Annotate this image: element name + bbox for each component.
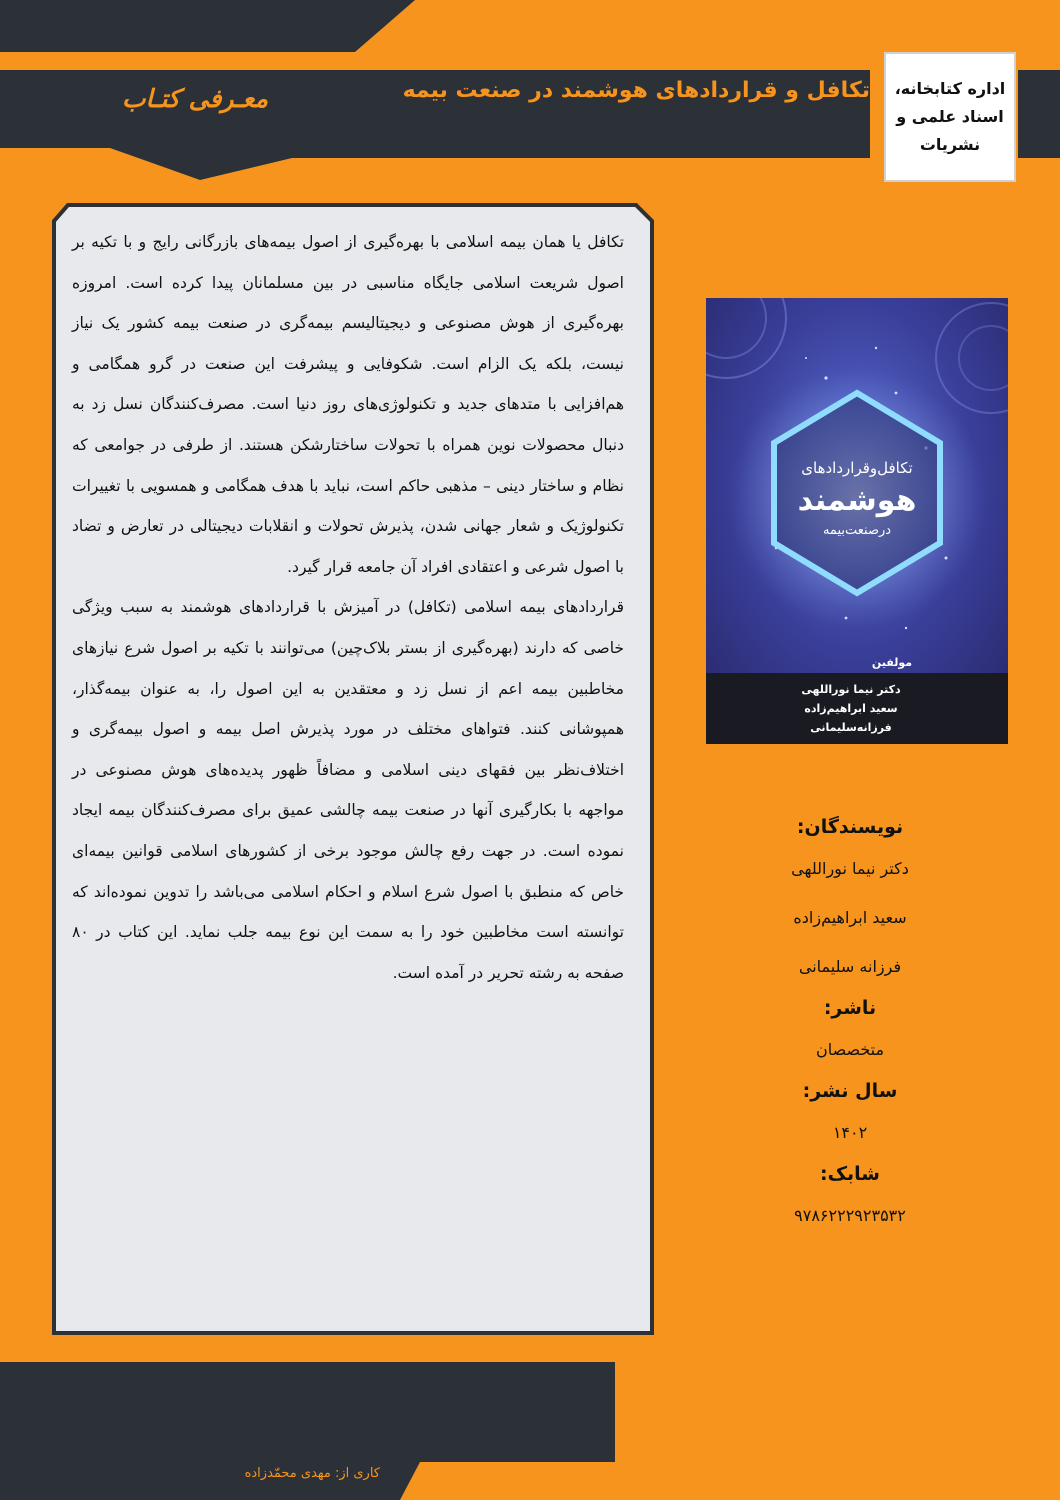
cover-author: سعید ابراهیم‌زاده xyxy=(804,702,898,715)
isbn-number: ۹۷۸۶۲۲۲۹۲۳۵۳۲ xyxy=(794,1206,906,1225)
department-name xyxy=(890,75,1010,159)
author-name: سعید ابراهیم‌زاده xyxy=(793,908,907,927)
header-top-bar xyxy=(0,0,415,52)
department-line: اسناد علمی و xyxy=(896,107,1004,126)
publisher-label: ناشر: xyxy=(823,997,877,1019)
book-cover xyxy=(706,298,1008,744)
footer-credit: کاری از: مهدی محمّدزاده xyxy=(244,1466,380,1481)
cover-title-bottom: درصنعت‌بیمه xyxy=(822,523,892,538)
section-title: معـرفی کتـاب xyxy=(122,84,268,113)
cover-author: دکتر نیما نوراللهی xyxy=(801,683,901,696)
footer-background xyxy=(0,1362,1060,1500)
page-title: تکافل و قراردادهای هوشمند در صنعت بیمه xyxy=(402,78,870,103)
year-label: سال نشر: xyxy=(802,1080,898,1102)
publisher-name: متخصصان xyxy=(815,1040,885,1059)
publication-year: ۱۴۰۲ xyxy=(832,1123,868,1142)
book-info xyxy=(765,810,935,1240)
cover-title-top: تکافل‌وقراردادهای xyxy=(801,459,913,477)
paragraph: قراردادهای بیمه اسلامی (تکافل) در آمیزش با قراردادهای هوشمند به سبب ویژگی خاصی که دارند (بهره‌گیری از بستر بلاک‌چین) می‌توانند با تکیه بر اصول شرع نیازهای مخاطبین بیمه اعم از نسل زد و معتقدین به این اصول را، به عنوان بیمه‌گذار، همپوشانی کنند. فتواهای مختلف در مورد پذیرش اصل بیمه و اصول بیمه‌گری و اختلاف‌نظر بین فقهای دینی اسلامی و مضافاً ظهور پدیده‌های هوش مصنوعی در مواجهه با بکارگیری آنها در صنعت بیمه چالشی عمیق برای مصرف‌کنندگان بیمه ایجاد نموده است. در جهت رفع چالش موجود برخی از کشورهای اسلامی قوانین بیمه‌ای خاص که منطبق با اصول شرع اسلام و احکام اسلامی می‌باشد را تدوین نموده‌اند که توانسته است مخاطبین خود را به سمت این نوع بیمه جلب نماید. این کتاب در ۸۰ صفحه به رشته تحریر در آمده است. xyxy=(72,598,624,982)
author-name: فرزانه سلیمانی xyxy=(798,957,902,976)
cover-authors-label: مولفین xyxy=(871,656,913,669)
isbn-label: شابک: xyxy=(819,1163,880,1185)
department-line: نشریات xyxy=(919,135,981,154)
authors-label: نویسندگان: xyxy=(796,816,904,838)
author-name: دکتر نیما نوراللهی xyxy=(791,859,909,878)
cover-author: فرزانه‌سلیمانی xyxy=(810,721,892,734)
paragraph: تکافل یا همان بیمه اسلامی با بهره‌گیری از اصول بیمه‌های بازرگانی رایج و با تکیه بر اصول شریعت اسلامی جایگاه مناسبی در بین مسلمانان پیدا کرده است. امروزه بهره‌گیری از هوش مصنوعی و دیجیتالیسم بیمه‌گری در صنعت بیمه کشور یک نیاز نیست، بلکه یک الزام است. شکوفایی و پیشرفت این صنعت در گرو همگامی و هم‌افزایی با متدهای جدید و تکنولوژی‌های روز دنیا است. مصرف‌کنندگان نسل زد به دنبال محصولات نوین همراه با تحولات ساختارشکن هستند. از طرفی در جوامعی که نظام و ساختار دینی – مذهبی حاکم است، نباید با هدف همگامی و همسویی با تغییرات تکنولوژیک و شعار جهانی شدن، پذیرش تحولات و انقلابات دیجیتالی در تعارض و تضاد با اصول شرعی و اعتقادی افراد آن جامعه قرار گیرد. xyxy=(72,233,624,576)
header-right-strip xyxy=(1018,70,1060,158)
department-box xyxy=(884,52,1016,182)
cover-title-main: هوشمند xyxy=(797,483,917,518)
department-line: اداره کتابخانه، xyxy=(894,79,1006,98)
description-text xyxy=(72,222,624,993)
